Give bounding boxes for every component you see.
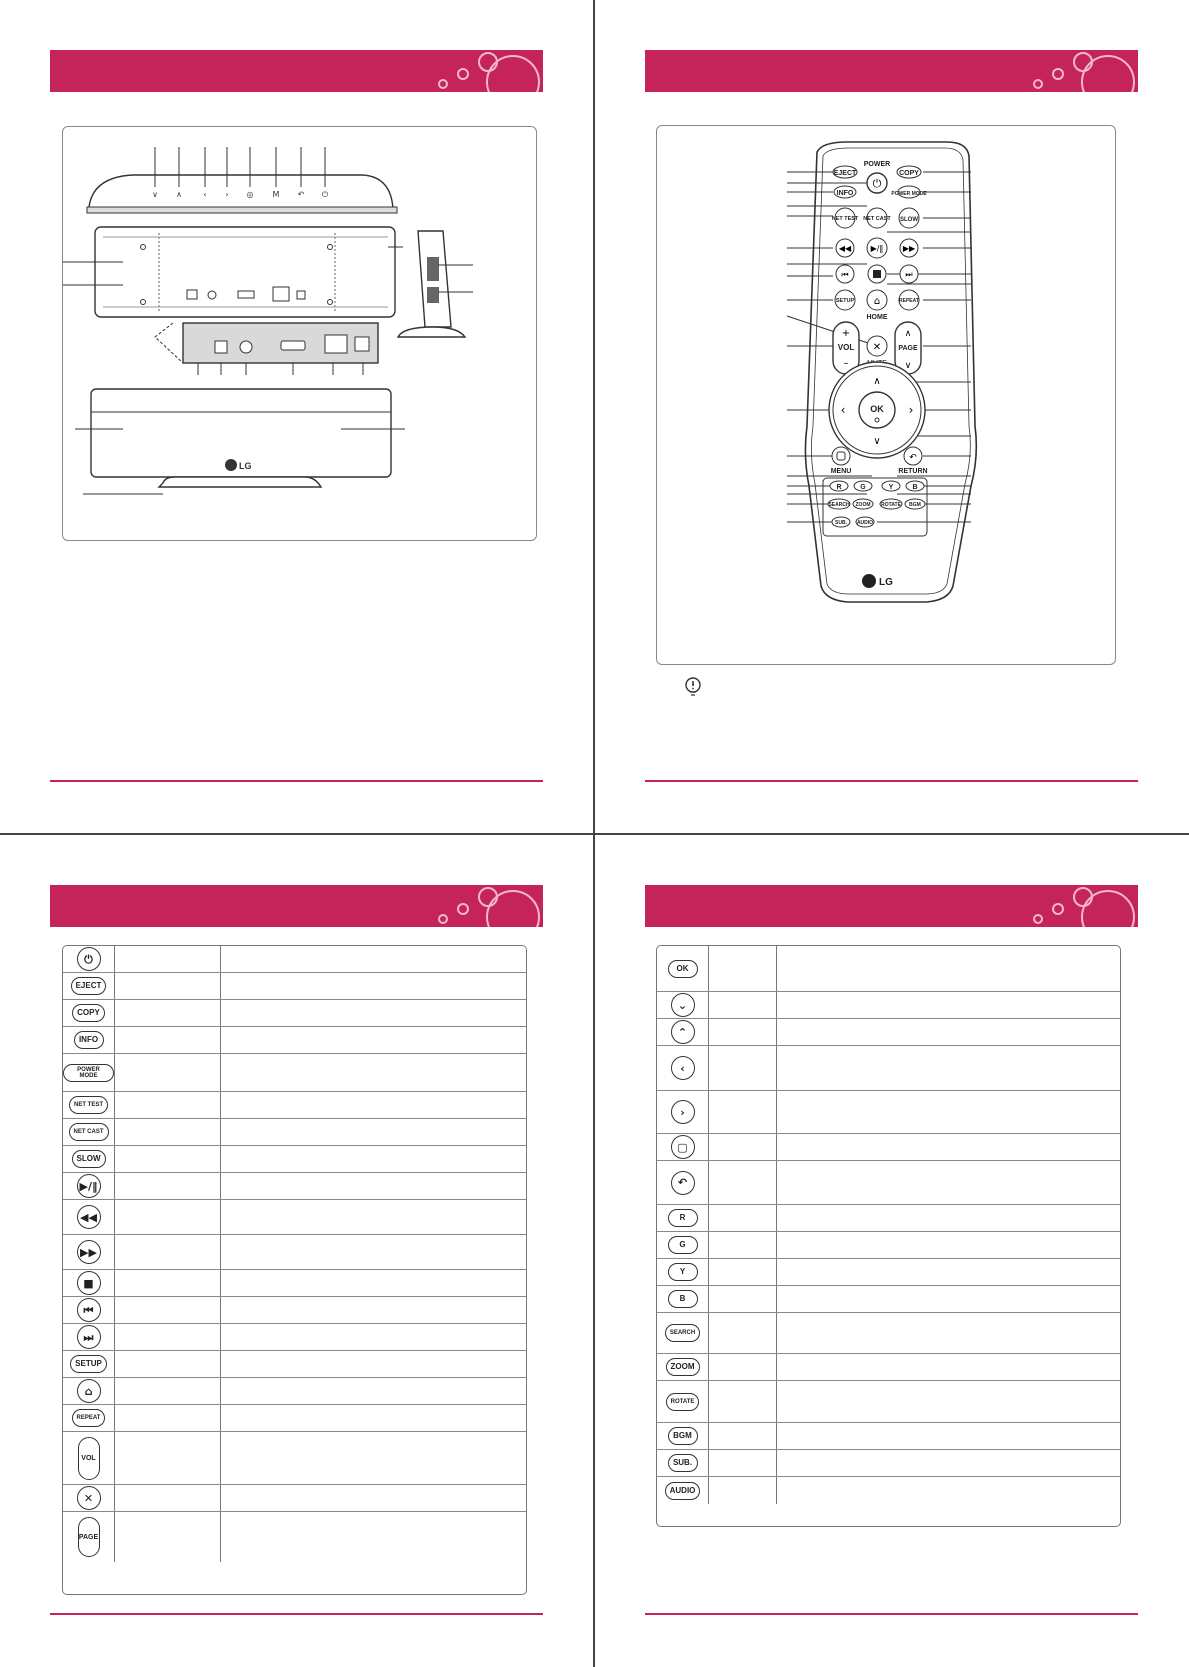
copy-label: COPY bbox=[899, 170, 919, 177]
button-icon-cell bbox=[657, 1313, 709, 1353]
button-icon-label: POWER MODE bbox=[77, 1066, 100, 1079]
button-icon-label: OK bbox=[676, 963, 689, 973]
button-description-cell bbox=[221, 1054, 526, 1091]
skip-back-icon: ⏮ bbox=[77, 1298, 101, 1322]
search-label: SEARCH bbox=[828, 502, 850, 508]
eject-label: EJECT bbox=[833, 170, 857, 177]
table-row bbox=[657, 1205, 1120, 1232]
button-icon-label: ROTATE bbox=[670, 1398, 695, 1405]
button-description-cell bbox=[221, 1432, 526, 1484]
button-description-cell bbox=[777, 1354, 1120, 1380]
button-description-cell bbox=[221, 1173, 526, 1199]
table-row bbox=[657, 1313, 1120, 1354]
svg-text:+: + bbox=[841, 328, 851, 339]
fast-forward-icon: ▶▶ bbox=[902, 244, 916, 253]
button-name-cell bbox=[709, 1134, 777, 1160]
table-row bbox=[63, 946, 526, 973]
power-icon: ⏻ bbox=[77, 947, 101, 971]
chevron-right-icon: › bbox=[671, 1100, 695, 1124]
table-row bbox=[63, 1324, 526, 1351]
button-description-cell bbox=[777, 992, 1120, 1018]
svg-text:◎: ◎ bbox=[246, 190, 254, 199]
return-label: RETURN bbox=[898, 468, 928, 475]
setup-label: SETUP bbox=[835, 298, 855, 304]
button-description-cell bbox=[221, 1378, 526, 1404]
button-icon-label: COPY bbox=[77, 1008, 100, 1017]
button-description-cell bbox=[221, 1485, 526, 1511]
button-description-cell bbox=[777, 946, 1120, 991]
button-icon-cell bbox=[63, 1324, 115, 1350]
table-row bbox=[63, 1485, 526, 1512]
svg-text:–: – bbox=[843, 358, 849, 369]
svg-text:‹: ‹ bbox=[203, 190, 207, 199]
table-row bbox=[63, 973, 526, 1000]
setup-button bbox=[70, 1355, 107, 1373]
chevron-up-icon: ⌃ bbox=[671, 1020, 695, 1044]
button-icon-cell bbox=[657, 1477, 709, 1504]
button-description-cell bbox=[777, 1477, 1120, 1504]
table-row bbox=[63, 1351, 526, 1378]
bgm-label: BGM bbox=[909, 502, 921, 508]
vol-rocker bbox=[78, 1437, 100, 1480]
button-icon-cell bbox=[63, 1119, 115, 1145]
table-row bbox=[657, 992, 1120, 1019]
button-description-cell bbox=[777, 1381, 1120, 1422]
power-icon: ⏻ bbox=[872, 177, 882, 190]
button-icon-cell bbox=[63, 946, 115, 972]
button-icon-cell bbox=[63, 1092, 115, 1118]
button-icon-cell bbox=[657, 1046, 709, 1090]
power-mode-button bbox=[63, 1064, 114, 1082]
button-icon-label: NET CAST bbox=[73, 1129, 104, 1135]
bubbles-decoration-icon bbox=[1028, 50, 1138, 92]
button-name-cell bbox=[709, 1313, 777, 1353]
chevron-down-icon: ⌄ bbox=[671, 993, 695, 1017]
remote-button-table bbox=[656, 945, 1121, 1527]
mute-icon: ✕ bbox=[77, 1486, 101, 1510]
button-name-cell bbox=[709, 1259, 777, 1285]
button-icon-cell bbox=[63, 1405, 115, 1431]
rewind-icon: ◀◀ bbox=[838, 244, 852, 253]
svg-text:⏻: ⏻ bbox=[321, 190, 329, 199]
button-name-cell bbox=[709, 946, 777, 991]
slow-button bbox=[72, 1150, 106, 1168]
button-icon-cell bbox=[657, 1354, 709, 1380]
table-row bbox=[63, 1054, 526, 1092]
button-description-cell bbox=[221, 1000, 526, 1026]
button-description-cell bbox=[221, 1405, 526, 1431]
button-icon-label: SUB. bbox=[672, 1458, 693, 1467]
button-icon-label: EJECT bbox=[75, 981, 102, 990]
copy-button bbox=[72, 1004, 105, 1022]
table-row bbox=[657, 1091, 1120, 1134]
button-description-cell bbox=[221, 1297, 526, 1323]
button-icon-cell bbox=[63, 1054, 115, 1091]
skip-forward-icon: ⏭ bbox=[77, 1325, 101, 1349]
button-description-cell bbox=[777, 1019, 1120, 1045]
bubbles-decoration-icon bbox=[433, 885, 543, 927]
table-row bbox=[63, 1027, 526, 1054]
footer-line bbox=[645, 780, 1138, 782]
footer-line bbox=[50, 1613, 543, 1615]
table-row bbox=[657, 1161, 1120, 1205]
device-illustration-frame bbox=[62, 126, 537, 541]
button-icon-label: SETUP bbox=[75, 1359, 102, 1368]
button-icon-label: VOL bbox=[81, 1454, 96, 1462]
button-name-cell bbox=[709, 1450, 777, 1476]
lightbulb-note-icon bbox=[683, 676, 703, 698]
svg-text:›: › bbox=[225, 190, 229, 199]
home-label: HOME bbox=[866, 314, 888, 321]
button-description-cell bbox=[221, 1119, 526, 1145]
net-cast-label: NET CAST bbox=[863, 216, 891, 222]
button-icon-cell bbox=[657, 1161, 709, 1204]
audio-label: AUDIO bbox=[856, 520, 874, 526]
slow-label: SLOW bbox=[900, 217, 918, 223]
button-name-cell bbox=[115, 973, 221, 999]
button-icon-cell bbox=[657, 1259, 709, 1285]
button-name-cell bbox=[115, 1146, 221, 1172]
button-name-cell bbox=[709, 1354, 777, 1380]
remote-illustration-frame bbox=[656, 125, 1116, 665]
button-description-cell bbox=[777, 1232, 1120, 1258]
table-row bbox=[63, 1270, 526, 1297]
button-description-cell bbox=[221, 1270, 526, 1296]
button-description-cell bbox=[221, 946, 526, 972]
skip-back-icon: ⏮ bbox=[841, 270, 849, 279]
table-row bbox=[657, 1046, 1120, 1091]
button-icon-cell bbox=[657, 1423, 709, 1449]
button-name-cell bbox=[115, 1119, 221, 1145]
fast-forward-icon: ▶▶ bbox=[77, 1240, 101, 1264]
button-name-cell bbox=[115, 1054, 221, 1091]
r-button bbox=[668, 1209, 698, 1227]
right-arrow-icon: › bbox=[908, 403, 914, 417]
remote-illustration bbox=[657, 126, 1117, 666]
button-name-cell bbox=[115, 1000, 221, 1026]
button-name-cell bbox=[115, 1405, 221, 1431]
button-icon-label: B bbox=[679, 1294, 686, 1303]
sub-button bbox=[668, 1454, 698, 1472]
button-name-cell bbox=[115, 1092, 221, 1118]
button-description-cell bbox=[777, 1091, 1120, 1133]
button-icon-cell bbox=[657, 1019, 709, 1045]
page-rocker bbox=[78, 1517, 100, 1557]
button-description-cell bbox=[777, 1134, 1120, 1160]
button-icon-cell bbox=[63, 1297, 115, 1323]
button-icon-cell bbox=[63, 1027, 115, 1053]
button-icon-label: INFO bbox=[78, 1035, 99, 1044]
stop-icon bbox=[873, 270, 881, 278]
net-test-label: NET TEST bbox=[831, 216, 859, 222]
info-button bbox=[74, 1031, 104, 1049]
button-description-cell bbox=[221, 1512, 526, 1562]
button-name-cell bbox=[709, 1423, 777, 1449]
table-row bbox=[63, 1235, 526, 1270]
play-pause-icon: ▶/‖ bbox=[77, 1174, 101, 1198]
front-lg-logo: LG bbox=[239, 461, 252, 471]
button-icon-cell bbox=[63, 1512, 115, 1562]
zoom-label: ZOOM bbox=[855, 502, 871, 508]
button-icon-cell bbox=[63, 1146, 115, 1172]
button-name-cell bbox=[115, 1432, 221, 1484]
skip-forward-icon: ⏭ bbox=[905, 270, 913, 279]
power-label: POWER bbox=[863, 161, 891, 168]
header-band bbox=[50, 50, 543, 92]
table-row bbox=[657, 1477, 1120, 1504]
table-row bbox=[657, 1259, 1120, 1286]
table-row bbox=[657, 1286, 1120, 1313]
y-button bbox=[668, 1263, 698, 1281]
sub-label: SUB. bbox=[835, 520, 847, 526]
svg-text:∧: ∧ bbox=[904, 329, 912, 339]
rewind-icon: ◀◀ bbox=[77, 1205, 101, 1229]
button-name-cell bbox=[115, 1297, 221, 1323]
button-icon-cell bbox=[63, 1485, 115, 1511]
y-label: Y bbox=[888, 484, 894, 491]
device-illustration bbox=[63, 127, 538, 542]
button-icon-cell bbox=[657, 1134, 709, 1160]
up-arrow-icon: ∧ bbox=[873, 376, 881, 387]
repeat-button bbox=[72, 1409, 106, 1427]
button-description-cell bbox=[221, 1324, 526, 1350]
audio-button bbox=[665, 1482, 701, 1500]
button-name-cell bbox=[115, 1512, 221, 1562]
table-row bbox=[63, 1092, 526, 1119]
table-row bbox=[657, 1381, 1120, 1423]
button-name-cell bbox=[115, 1200, 221, 1234]
button-icon-cell bbox=[63, 1432, 115, 1484]
svg-text:↶: ↶ bbox=[297, 190, 305, 199]
return-icon: ↶ bbox=[909, 453, 917, 463]
header-band bbox=[645, 885, 1138, 927]
down-arrow-icon: ∨ bbox=[873, 436, 881, 447]
button-description-cell bbox=[221, 1027, 526, 1053]
table-row bbox=[657, 1232, 1120, 1259]
table-row bbox=[63, 1119, 526, 1146]
net-cast-button bbox=[69, 1123, 109, 1141]
vol-label: VOL bbox=[837, 343, 855, 352]
table-row bbox=[63, 1200, 526, 1235]
button-name-cell bbox=[709, 1381, 777, 1422]
button-icon-cell bbox=[63, 1235, 115, 1269]
button-icon-cell bbox=[657, 1232, 709, 1258]
home-icon: ⌂ bbox=[77, 1379, 101, 1403]
page-device-overview bbox=[0, 0, 593, 833]
button-icon-cell bbox=[657, 1091, 709, 1133]
g-button bbox=[668, 1236, 698, 1254]
rotate-label: ROTATE bbox=[881, 502, 901, 508]
button-description-cell bbox=[777, 1046, 1120, 1090]
button-name-cell bbox=[115, 1351, 221, 1377]
mute-icon: ✕ bbox=[872, 342, 882, 353]
button-description-cell bbox=[221, 973, 526, 999]
table-row bbox=[657, 1354, 1120, 1381]
button-icon-cell bbox=[63, 1000, 115, 1026]
button-description-cell bbox=[221, 1200, 526, 1234]
button-name-cell bbox=[115, 1027, 221, 1053]
stop-icon: ■ bbox=[77, 1271, 101, 1295]
button-name-cell bbox=[709, 1046, 777, 1090]
svg-text:∨: ∨ bbox=[904, 361, 912, 371]
button-description-cell bbox=[777, 1286, 1120, 1312]
table-row bbox=[63, 1297, 526, 1324]
ok-button bbox=[668, 960, 698, 978]
button-name-cell bbox=[115, 1173, 221, 1199]
button-icon-cell bbox=[657, 946, 709, 991]
button-description-cell bbox=[777, 1259, 1120, 1285]
b-label: B bbox=[912, 484, 918, 491]
remote-button-table bbox=[62, 945, 527, 1595]
button-name-cell bbox=[709, 1161, 777, 1204]
table-row bbox=[657, 946, 1120, 992]
button-description-cell bbox=[221, 1235, 526, 1269]
r-label: R bbox=[836, 484, 842, 491]
button-name-cell bbox=[709, 1286, 777, 1312]
chevron-left-icon: ‹ bbox=[671, 1056, 695, 1080]
button-icon-cell bbox=[657, 1381, 709, 1422]
play-pause-icon: ▶/‖ bbox=[870, 244, 884, 253]
table-row bbox=[63, 1378, 526, 1405]
button-name-cell bbox=[115, 1378, 221, 1404]
button-description-cell bbox=[221, 1146, 526, 1172]
button-description-cell bbox=[777, 1423, 1120, 1449]
button-icon-cell bbox=[63, 1378, 115, 1404]
button-name-cell bbox=[709, 992, 777, 1018]
button-description-cell bbox=[221, 1351, 526, 1377]
button-icon-cell bbox=[657, 1286, 709, 1312]
menu-icon: ▢ bbox=[671, 1135, 695, 1159]
search-button bbox=[665, 1324, 700, 1342]
svg-text:∧: ∧ bbox=[176, 190, 182, 199]
table-row bbox=[63, 1173, 526, 1200]
button-icon-label: PAGE bbox=[78, 1533, 99, 1541]
button-icon-cell bbox=[657, 992, 709, 1018]
button-name-cell bbox=[709, 1205, 777, 1231]
table-row bbox=[63, 1000, 526, 1027]
button-description-cell bbox=[777, 1161, 1120, 1204]
button-icon-label: AUDIO bbox=[669, 1485, 696, 1495]
bubbles-decoration-icon bbox=[1028, 885, 1138, 927]
table-row bbox=[657, 1450, 1120, 1477]
button-icon-label: BGM bbox=[673, 1431, 692, 1440]
page-remote-overview bbox=[595, 0, 1189, 833]
g-label: G bbox=[860, 484, 866, 491]
button-icon-cell bbox=[63, 1200, 115, 1234]
menu-label: MENU bbox=[830, 468, 852, 475]
left-arrow-icon: ‹ bbox=[840, 403, 846, 417]
button-icon-cell bbox=[63, 1270, 115, 1296]
button-description-cell bbox=[221, 1092, 526, 1118]
return-icon: ↶ bbox=[671, 1171, 695, 1195]
button-icon-label: SLOW bbox=[76, 1154, 101, 1163]
header-band bbox=[50, 885, 543, 927]
repeat-label: REPEAT bbox=[899, 298, 919, 304]
button-icon-label: R bbox=[679, 1213, 686, 1222]
button-name-cell bbox=[709, 1232, 777, 1258]
button-icon-label: Y bbox=[679, 1267, 686, 1276]
button-icon-cell bbox=[63, 1351, 115, 1377]
button-icon-cell bbox=[657, 1205, 709, 1231]
button-icon-label: NET TEST bbox=[73, 1102, 103, 1108]
button-icon-cell bbox=[657, 1450, 709, 1476]
table-row bbox=[63, 1405, 526, 1432]
button-name-cell bbox=[709, 1477, 777, 1504]
table-row bbox=[63, 1432, 526, 1485]
table-row bbox=[63, 1146, 526, 1173]
eject-button bbox=[71, 977, 107, 995]
button-icon-cell bbox=[63, 973, 115, 999]
svg-text:M: M bbox=[272, 190, 280, 199]
bubbles-decoration-icon bbox=[433, 50, 543, 92]
home-icon: ⌂ bbox=[873, 296, 881, 307]
footer-line bbox=[50, 780, 543, 782]
table-row bbox=[657, 1134, 1120, 1161]
footer-line bbox=[645, 1613, 1138, 1615]
header-band bbox=[645, 50, 1138, 92]
button-description-cell bbox=[777, 1205, 1120, 1231]
page-remote-buttons-table-2 bbox=[595, 835, 1189, 1667]
button-name-cell bbox=[115, 1270, 221, 1296]
button-icon-label: G bbox=[679, 1240, 686, 1249]
button-icon-label: SEARCH bbox=[669, 1330, 696, 1336]
table-row bbox=[657, 1019, 1120, 1046]
button-description-cell bbox=[777, 1450, 1120, 1476]
rotate-button bbox=[666, 1393, 700, 1411]
button-name-cell bbox=[709, 1091, 777, 1133]
button-icon-cell bbox=[63, 1173, 115, 1199]
button-description-cell bbox=[777, 1313, 1120, 1353]
table-row bbox=[657, 1423, 1120, 1450]
info-label: INFO bbox=[836, 190, 854, 197]
b-button bbox=[668, 1290, 698, 1308]
button-icon-label: ZOOM bbox=[670, 1362, 695, 1371]
button-name-cell bbox=[709, 1019, 777, 1045]
zoom-button bbox=[666, 1358, 700, 1376]
button-icon-label: REPEAT bbox=[76, 1415, 101, 1421]
button-name-cell bbox=[115, 946, 221, 972]
net-test-button bbox=[69, 1096, 108, 1114]
power-mode-label: POWER MODE bbox=[891, 191, 927, 197]
button-name-cell bbox=[115, 1324, 221, 1350]
button-name-cell bbox=[115, 1485, 221, 1511]
table-row bbox=[63, 1512, 526, 1562]
remote-lg-logo: LG bbox=[879, 577, 893, 588]
page-label: PAGE bbox=[898, 345, 918, 352]
button-name-cell bbox=[115, 1235, 221, 1269]
bgm-button bbox=[668, 1427, 698, 1445]
ok-label: OK bbox=[870, 404, 884, 414]
svg-text:∨: ∨ bbox=[152, 190, 158, 199]
page-remote-buttons-table-1 bbox=[0, 835, 593, 1667]
